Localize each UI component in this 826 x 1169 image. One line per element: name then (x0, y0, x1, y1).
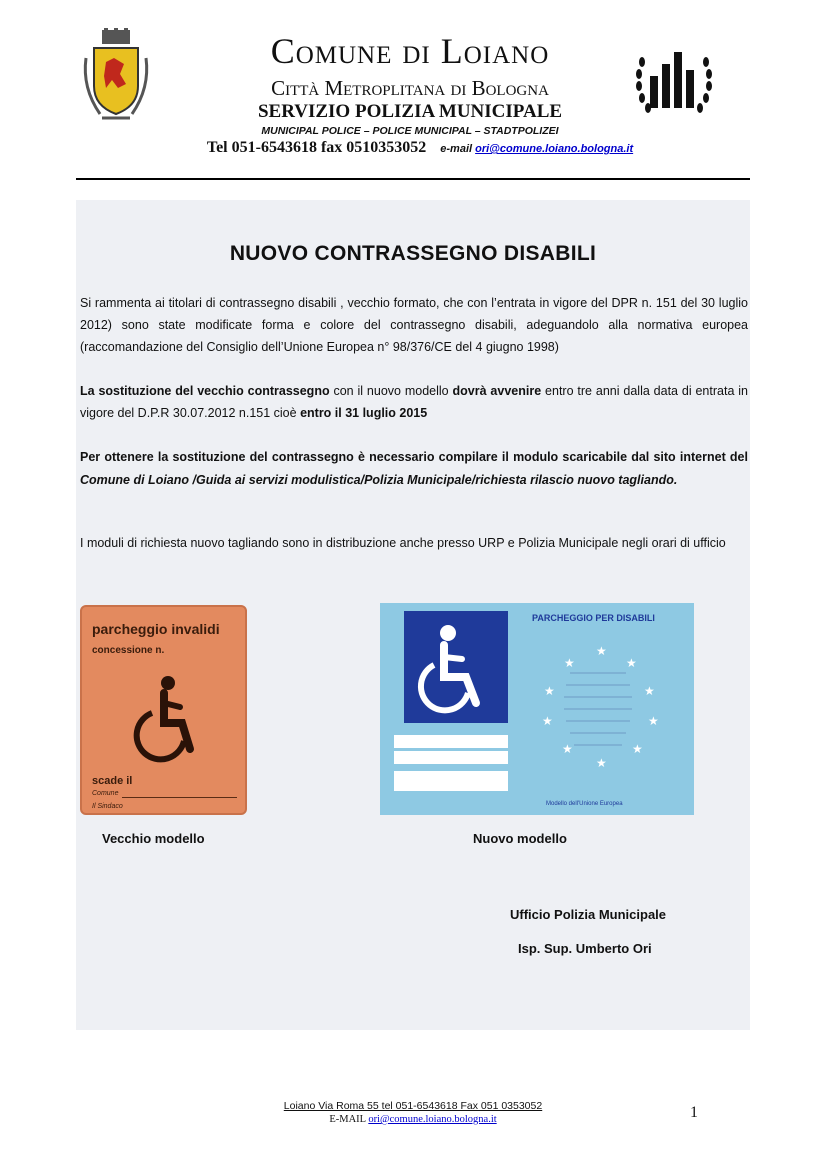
paragraph-distribution: I moduli di richiesta nuovo tagliando sono in distribuzione anche presso URP e Polizia Municipale negli orari di ufficio (80, 536, 726, 550)
deadline-bold-1: La sostituzione del vecchio contrassegno (80, 384, 330, 398)
svg-text:★: ★ (596, 756, 607, 770)
page-title: NUOVO CONTRASSEGNO DISABILI (229, 242, 597, 265)
svg-text:★: ★ (544, 684, 555, 698)
page-footer (180, 1100, 646, 1126)
footer-address: Loiano Via Roma 55 tel 051-6543618 Fax 051 0353052 (283, 1100, 543, 1112)
header-contacts (160, 139, 680, 157)
svg-text:★: ★ (632, 742, 643, 756)
header-email-label: e-mail (440, 143, 473, 155)
disability-symbol-panel (404, 611, 508, 723)
caption-new-model: Nuovo modello (473, 831, 567, 846)
header-servizio: SERVIZIO POLIZIA MUNICIPALE (257, 101, 563, 122)
signature-name: Isp. Sup. Umberto Ori (518, 941, 652, 956)
svg-text:★: ★ (626, 656, 637, 670)
svg-text:★: ★ (562, 742, 573, 756)
paragraph-deadline (80, 380, 748, 424)
procedure-text: Per ottenere la sostituzione del contrassegno è necessario compilare il modulo scaricabile dal sito internet del (80, 450, 748, 464)
old-permit-title: parcheggio invalidi (92, 621, 220, 637)
new-permit-field-1 (394, 735, 508, 748)
old-permit-signature-line (122, 797, 237, 798)
new-permit-field-3 (394, 771, 508, 791)
svg-text:★: ★ (644, 684, 655, 698)
page-number: 1 (690, 1104, 698, 1121)
deadline-bold-2: dovrà avvenire (452, 384, 542, 398)
header-divider (76, 178, 750, 180)
old-permit-concessione: concessione n. (92, 645, 165, 656)
paragraph-procedure (80, 446, 748, 492)
deadline-bold-3: entro il 31 luglio 2015 (300, 406, 428, 420)
deadline-text-1: con il nuovo modello (329, 384, 453, 398)
header-email-link[interactable]: ori@comune.loiano.bologna.it (475, 143, 634, 155)
new-permit-image (380, 603, 694, 815)
old-permit-sindaco: Il Sindaco (92, 803, 123, 810)
svg-text:★: ★ (542, 714, 553, 728)
municipal-crest-logo (80, 28, 152, 126)
police-laurel-logo (634, 42, 714, 120)
header-comune: Comune di Loiano (270, 31, 550, 71)
header-metropolitana: Città Metroplitana di Bologna (271, 76, 549, 100)
new-permit-title: PARCHEGGIO PER DISABILI (532, 613, 655, 623)
header-tel-fax: Tel 051-6543618 fax 0510353052 (206, 139, 427, 156)
header-police-line: MUNICIPAL POLICE – POLICE MUNICIPAL – STADTPOLIZEI (261, 125, 559, 137)
wheelchair-icon (404, 611, 508, 723)
footer-email-line (180, 1113, 646, 1126)
wheelchair-icon (124, 673, 204, 768)
procedure-path: Comune di Loiano /Guida ai servizi modulistica/Polizia Municipale/richiesta rilascio nuovo tagliando. (80, 473, 678, 487)
eu-stars-icon (536, 633, 666, 773)
deadline-text-2: entro tre anni dalla data di entrata in vigore del D.P.R 30.07.2012 n.151 cioè (80, 384, 749, 420)
old-permit-scade: scade il (92, 775, 133, 787)
new-permit-footer: Modello dell'Unione Europea (546, 801, 623, 807)
footer-email-label: E-MAIL (329, 1114, 369, 1125)
paragraph-intro: Si rammenta ai titolari di contrassegno disabili , vecchio formato, che con l’entrata in vigore del DPR n. 151 del 30 luglio 2012) sono state modificate forma e colore del contrassegno disabili, adeguandolo alla normativa europea (raccomandazione del Consiglio dell’Unione Europea n° 98/376/CE del 4 giugno 1998) (80, 296, 748, 354)
old-permit-image (80, 605, 247, 815)
svg-text:★: ★ (648, 714, 659, 728)
old-permit-comune: Comune (92, 790, 119, 797)
new-permit-field-2 (394, 751, 508, 764)
svg-text:★: ★ (564, 656, 575, 670)
caption-old-model: Vecchio modello (102, 831, 205, 846)
footer-email-link[interactable]: ori@comune.loiano.bologna.it (368, 1114, 497, 1125)
svg-text:★: ★ (596, 644, 607, 658)
signature-office: Ufficio Polizia Municipale (510, 907, 667, 922)
header-email-block (440, 143, 633, 155)
